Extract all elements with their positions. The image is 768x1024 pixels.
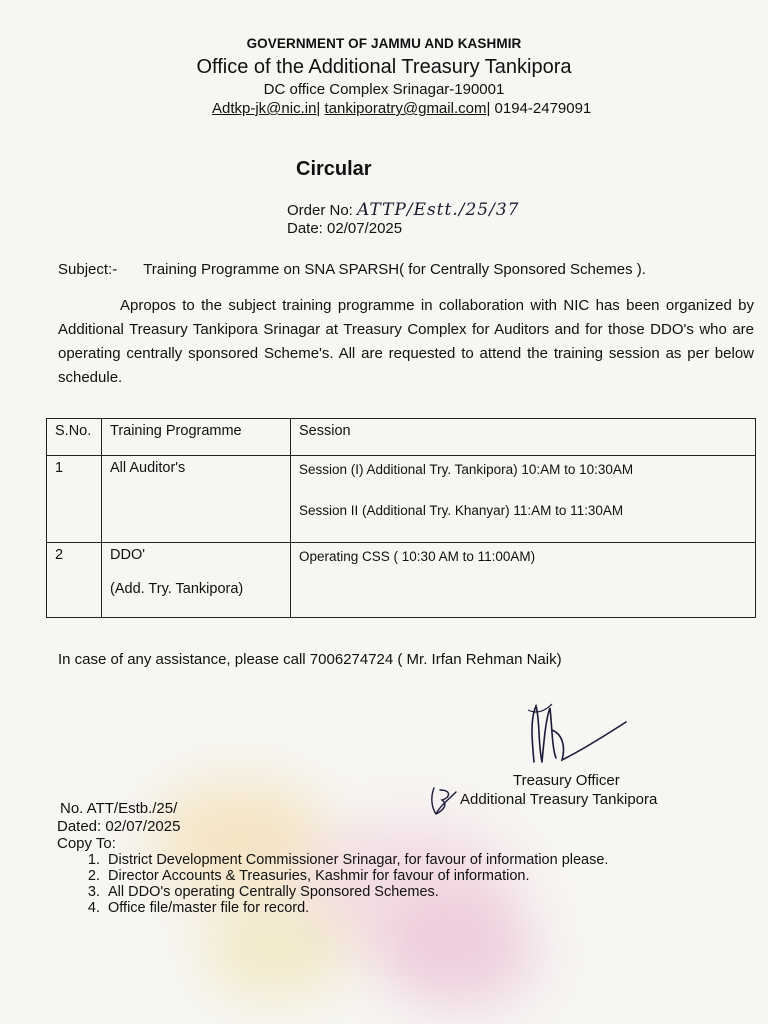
session-entry: Operating CSS ( 10:30 AM to 11:00AM)	[299, 549, 536, 564]
cell-sessions	[291, 543, 756, 618]
cell-sessions	[291, 456, 756, 543]
list-item: 3. All DDO's operating Centrally Sponsored Schemes.	[104, 884, 608, 900]
body-paragraph	[58, 294, 754, 390]
header-session: Session	[291, 419, 756, 456]
subject-text: Training Programme on SNA SPARSH( for Centrally Sponsored Schemes ).	[143, 261, 646, 278]
subject-line	[58, 261, 646, 278]
email-link-gmail[interactable]: tankiporatry@gmail.com|	[324, 100, 491, 117]
document-title: Circular	[296, 158, 372, 180]
contact-line	[212, 100, 591, 117]
programme-name: DDO'	[110, 547, 145, 563]
table-header-row	[47, 419, 756, 456]
subject-label: Subject:-	[58, 261, 118, 278]
order-number	[287, 200, 519, 220]
header-sno: S.No.	[47, 419, 102, 456]
order-number-handwritten: ATTP/Estt./25/37	[357, 200, 520, 220]
session-entry: Session II (Additional Try. Khanyar) 11:AM to 11:30AM	[299, 503, 624, 518]
initials-mark	[426, 784, 460, 818]
session-entry: Session (I) Additional Try. Tankipora) 10:AM to 10:30AM	[299, 462, 634, 477]
paper-stain	[380, 900, 540, 1010]
signature-image	[522, 700, 642, 770]
body-text: Apropos to the subject training programme in collaboration with NIC has been organized by Additional Treasury Tankipora Srinagar at Treasury Complex for Auditors and for those DDO's who are operating centrally sponsored Scheme's. All are requested to attend the training session as per below schedule.	[58, 297, 754, 386]
header-programme: Training Programme	[102, 419, 291, 456]
signatory-designation: Treasury Officer	[513, 772, 620, 789]
list-item: 2. Director Accounts & Treasuries, Kashmir for favour of information.	[104, 868, 608, 884]
schedule-table	[46, 418, 756, 618]
office-title: Office of the Additional Treasury Tankipora	[196, 56, 572, 78]
signatory-office: Additional Treasury Tankipora	[460, 791, 658, 808]
email-link-nic[interactable]: Adtkp-jk@nic.in|	[212, 100, 321, 117]
list-item: 1. District Development Commissioner Srinagar, for favour of information please.	[104, 852, 608, 868]
cell-programme	[102, 543, 291, 618]
phone-number: 0194-2479091	[494, 100, 592, 117]
dispatch-date: Dated: 02/07/2025	[57, 818, 181, 835]
copy-to-label: Copy To:	[57, 835, 116, 852]
list-item: 4. Office file/master file for record.	[104, 900, 608, 916]
assistance-note: In case of any assistance, please call 7006274724 ( Mr. Irfan Rehman Naik)	[58, 651, 562, 668]
copy-to-list	[82, 852, 608, 916]
cell-sno: 2	[47, 543, 102, 618]
cell-programme: All Auditor's	[102, 456, 291, 543]
table-row	[47, 543, 756, 618]
office-address: DC office Complex Srinagar-190001	[263, 81, 505, 98]
order-date: Date: 02/07/2025	[287, 220, 403, 237]
dispatch-number: No. ATT/Estb./25/	[60, 800, 178, 817]
order-label: Order No:	[287, 202, 353, 219]
cell-sno: 1	[47, 456, 102, 543]
table-row	[47, 456, 756, 543]
programme-location: (Add. Try. Tankipora)	[110, 581, 244, 597]
government-heading: GOVERNMENT OF JAMMU AND KASHMIR	[246, 36, 522, 51]
